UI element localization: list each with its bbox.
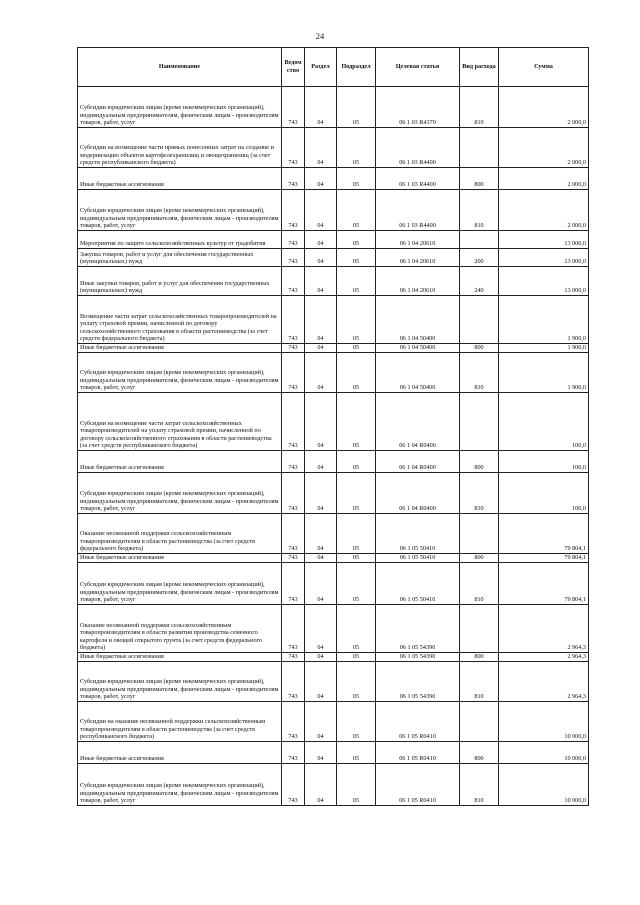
cell-subsection: 05 [337, 267, 376, 296]
cell-amount: 2 000,0 [499, 87, 589, 128]
cell-subsection: 05 [337, 87, 376, 128]
cell-target-article: 06 1 04 R0400 [376, 393, 460, 451]
cell-expense-type [460, 702, 499, 742]
cell-section: 04 [305, 662, 337, 702]
cell-section: 04 [305, 473, 337, 514]
cell-name: Субсидии юридическим лицам (кроме некоммерческих организаций), индивидуальным предпринимателям, физическим лицам - производителям товаров, работ, услуг [78, 87, 282, 128]
table-row [78, 554, 589, 563]
cell-expense-type: 800 [460, 653, 499, 662]
header-row [78, 48, 589, 87]
cell-amount: 100,0 [499, 473, 589, 514]
cell-subsection: 05 [337, 605, 376, 653]
cell-subsection: 05 [337, 514, 376, 554]
cell-department: 743 [282, 296, 305, 344]
cell-name: Субсидии юридическим лицам (кроме некоммерческих организаций), индивидуальным предпринимателям, физическим лицам - производителям товаров, работ, услуг [78, 563, 282, 605]
cell-target-article: 06 1 05 R0410 [376, 764, 460, 806]
cell-name: Иные бюджетные ассигнования [78, 168, 282, 190]
cell-subsection: 05 [337, 249, 376, 267]
cell-target-article: 06 1 04 R0400 [376, 451, 460, 473]
cell-name: Субсидии на оказание несвязанной поддержки сельскохозяйственным товаропроизводителям в области растениеводства (за счет средств республиканского бюджета) [78, 702, 282, 742]
cell-name: Иные бюджетные ассигнования [78, 554, 282, 563]
cell-expense-type [460, 393, 499, 451]
cell-amount: 2 964,3 [499, 653, 589, 662]
cell-target-article: 06 1 05 54390 [376, 605, 460, 653]
cell-target-article: 06 1 05 R0410 [376, 742, 460, 764]
cell-section: 04 [305, 605, 337, 653]
cell-subsection: 05 [337, 168, 376, 190]
cell-expense-type: 800 [460, 554, 499, 563]
table-row [78, 296, 589, 344]
cell-section: 04 [305, 128, 337, 168]
cell-subsection: 05 [337, 702, 376, 742]
cell-subsection: 05 [337, 653, 376, 662]
cell-name: Оказание несвязанной поддержки сельскохозяйственным товаропроизводителям в области развития производства семенного картофеля и овощей открытого грунта (за счет средств федерального бюджета) [78, 605, 282, 653]
cell-amount: 13 000,0 [499, 267, 589, 296]
cell-section: 04 [305, 742, 337, 764]
cell-subsection: 05 [337, 554, 376, 563]
table-row [78, 87, 589, 128]
cell-section: 04 [305, 702, 337, 742]
cell-expense-type: 200 [460, 249, 499, 267]
table-row [78, 168, 589, 190]
cell-name: Субсидии юридическим лицам (кроме некоммерческих организаций), индивидуальным предпринимателям, физическим лицам - производителям товаров, работ, услуг [78, 190, 282, 231]
cell-expense-type: 810 [460, 190, 499, 231]
cell-subsection: 05 [337, 128, 376, 168]
cell-target-article: 06 1 04 R0400 [376, 473, 460, 514]
cell-subsection: 05 [337, 473, 376, 514]
cell-name: Возмещение части затрат сельскохозяйственных товаропроизводителей на уплату страховой премии, начисленной по договору сельскохозяйственного страхования в области растениеводства (за счет средств федерального бюджета) [78, 296, 282, 344]
cell-section: 04 [305, 296, 337, 344]
header-subsection: Подраздел [337, 48, 376, 87]
cell-section: 04 [305, 353, 337, 393]
cell-amount: 2 000,0 [499, 168, 589, 190]
cell-department: 743 [282, 87, 305, 128]
cell-department: 743 [282, 702, 305, 742]
cell-subsection: 05 [337, 393, 376, 451]
page-number: 24 [315, 31, 325, 41]
cell-department: 743 [282, 653, 305, 662]
table-row [78, 344, 589, 353]
table-row [78, 128, 589, 168]
cell-expense-type: 810 [460, 353, 499, 393]
cell-expense-type [460, 128, 499, 168]
cell-name: Иные бюджетные ассигнования [78, 344, 282, 353]
cell-department: 743 [282, 742, 305, 764]
cell-subsection: 05 [337, 353, 376, 393]
cell-expense-type: 810 [460, 563, 499, 605]
cell-expense-type: 800 [460, 451, 499, 473]
cell-department: 743 [282, 563, 305, 605]
cell-target-article: 06 1 05 50410 [376, 563, 460, 605]
cell-subsection: 05 [337, 296, 376, 344]
cell-section: 04 [305, 231, 337, 249]
cell-department: 743 [282, 764, 305, 806]
cell-department: 743 [282, 662, 305, 702]
table-row [78, 605, 589, 653]
cell-department: 743 [282, 267, 305, 296]
cell-amount: 2 964,3 [499, 662, 589, 702]
cell-amount: 10 000,0 [499, 764, 589, 806]
table-row [78, 514, 589, 554]
cell-department: 743 [282, 190, 305, 231]
cell-target-article: 06 1 05 50410 [376, 554, 460, 563]
cell-target-article: 06 1 04 50400 [376, 344, 460, 353]
budget-table [77, 47, 589, 806]
cell-target-article: 06 1 05 R0410 [376, 702, 460, 742]
cell-amount: 2 000,0 [499, 190, 589, 231]
cell-subsection: 05 [337, 344, 376, 353]
table-row [78, 190, 589, 231]
cell-department: 743 [282, 128, 305, 168]
header-name: Наименование [78, 48, 282, 87]
cell-section: 04 [305, 267, 337, 296]
cell-expense-type [460, 605, 499, 653]
cell-name: Иные бюджетные ассигнования [78, 451, 282, 473]
cell-section: 04 [305, 344, 337, 353]
cell-department: 743 [282, 605, 305, 653]
cell-subsection: 05 [337, 451, 376, 473]
cell-name: Субсидии на возмещение части затрат сельскохозяйственных товаропроизводителей на уплату страховой премии, начисленной по договору сельскохозяйственного страхования в области растениеводства (за счет средств республиканского бюджета) [78, 393, 282, 451]
cell-target-article: 06 1 05 50410 [376, 514, 460, 554]
cell-amount: 10 000,0 [499, 742, 589, 764]
cell-expense-type: 800 [460, 344, 499, 353]
cell-name: Субсидии юридическим лицам (кроме некоммерческих организаций), индивидуальным предпринимателям, физическим лицам - производителям товаров, работ, услуг [78, 764, 282, 806]
cell-name: Субсидии юридическим лицам (кроме некоммерческих организаций), индивидуальным предпринимателям, физическим лицам - производителям товаров, работ, услуг [78, 662, 282, 702]
cell-department: 743 [282, 451, 305, 473]
cell-department: 743 [282, 249, 305, 267]
cell-name: Иные бюджетные ассигнования [78, 653, 282, 662]
cell-amount: 1 900,0 [499, 344, 589, 353]
cell-subsection: 05 [337, 764, 376, 806]
cell-department: 743 [282, 393, 305, 451]
cell-amount: 79 804,1 [499, 514, 589, 554]
cell-section: 04 [305, 190, 337, 231]
cell-subsection: 05 [337, 190, 376, 231]
cell-amount: 79 804,1 [499, 563, 589, 605]
cell-name: Субсидии на возмещение части прямых понесенных затрат на создание и модернизацию объектов картофелехранилищ и овощехранилищ (за счет средств республиканского бюджета) [78, 128, 282, 168]
table-row [78, 662, 589, 702]
cell-expense-type [460, 231, 499, 249]
cell-target-article: 06 1 03 R4400 [376, 190, 460, 231]
cell-name: Закупка товаров, работ и услуг для обеспечения государственных (муниципальных) нужд [78, 249, 282, 267]
cell-section: 04 [305, 249, 337, 267]
cell-amount: 2 000,0 [499, 128, 589, 168]
cell-target-article: 06 1 05 54390 [376, 662, 460, 702]
cell-amount: 79 804,1 [499, 554, 589, 563]
cell-expense-type: 800 [460, 168, 499, 190]
cell-subsection: 05 [337, 662, 376, 702]
cell-target-article: 06 1 04 20610 [376, 249, 460, 267]
header-amount: Сумма [499, 48, 589, 87]
header-section: Раздел [305, 48, 337, 87]
cell-department: 743 [282, 231, 305, 249]
table-row [78, 702, 589, 742]
cell-target-article: 06 1 04 20610 [376, 267, 460, 296]
cell-department: 743 [282, 344, 305, 353]
cell-target-article: 06 1 03 R4370 [376, 87, 460, 128]
cell-name: Субсидии юридическим лицам (кроме некоммерческих организаций), индивидуальным предпринимателям, физическим лицам - производителям товаров, работ, услуг [78, 473, 282, 514]
cell-target-article: 06 1 04 50400 [376, 353, 460, 393]
table-row [78, 249, 589, 267]
table-row [78, 353, 589, 393]
cell-department: 743 [282, 473, 305, 514]
table-row [78, 473, 589, 514]
cell-expense-type: 240 [460, 267, 499, 296]
cell-target-article: 06 1 04 20610 [376, 231, 460, 249]
cell-expense-type: 810 [460, 662, 499, 702]
table-row [78, 267, 589, 296]
cell-subsection: 05 [337, 742, 376, 764]
cell-section: 04 [305, 554, 337, 563]
cell-target-article: 06 1 03 R4400 [376, 168, 460, 190]
cell-subsection: 05 [337, 231, 376, 249]
cell-name: Оказание несвязанной поддержки сельскохозяйственным товаропроизводителям в области растениеводства (за счет средств федерального бюджета) [78, 514, 282, 554]
cell-department: 743 [282, 353, 305, 393]
table-row [78, 742, 589, 764]
table-header [78, 48, 589, 87]
cell-department: 743 [282, 554, 305, 563]
table-row [78, 451, 589, 473]
cell-amount: 13 000,0 [499, 231, 589, 249]
cell-expense-type: 810 [460, 764, 499, 806]
header-expense-type: Вид расхода [460, 48, 499, 87]
cell-department: 743 [282, 514, 305, 554]
table-row [78, 231, 589, 249]
table-row [78, 393, 589, 451]
cell-amount: 1 900,0 [499, 353, 589, 393]
cell-department: 743 [282, 168, 305, 190]
header-department: Ведом ство [282, 48, 305, 87]
cell-expense-type: 810 [460, 473, 499, 514]
cell-amount: 13 000,0 [499, 249, 589, 267]
cell-target-article: 06 1 04 50400 [376, 296, 460, 344]
cell-section: 04 [305, 563, 337, 605]
cell-amount: 100,0 [499, 451, 589, 473]
cell-amount: 100,0 [499, 393, 589, 451]
cell-section: 04 [305, 168, 337, 190]
cell-expense-type: 810 [460, 87, 499, 128]
table-row [78, 653, 589, 662]
cell-name: Мероприятия по защите сельскохозяйственных культур от градобития [78, 231, 282, 249]
cell-amount: 2 964,3 [499, 605, 589, 653]
cell-name: Иные бюджетные ассигнования [78, 742, 282, 764]
cell-name: Иные закупки товаров, работ и услуг для обеспечения государственных (муниципальных) нужд [78, 267, 282, 296]
table-body [78, 87, 589, 806]
cell-amount: 10 000,0 [499, 702, 589, 742]
cell-section: 04 [305, 514, 337, 554]
cell-section: 04 [305, 653, 337, 662]
cell-expense-type [460, 514, 499, 554]
header-target-article: Целевая статья [376, 48, 460, 87]
cell-expense-type [460, 296, 499, 344]
cell-target-article: 06 1 03 R4400 [376, 128, 460, 168]
table-row [78, 563, 589, 605]
cell-section: 04 [305, 451, 337, 473]
cell-name: Субсидии юридическим лицам (кроме некоммерческих организаций), индивидуальным предпринимателям, физическим лицам - производителям товаров, работ, услуг [78, 353, 282, 393]
cell-expense-type: 800 [460, 742, 499, 764]
cell-section: 04 [305, 764, 337, 806]
table-row [78, 764, 589, 806]
cell-section: 04 [305, 87, 337, 128]
cell-section: 04 [305, 393, 337, 451]
cell-target-article: 06 1 05 54390 [376, 653, 460, 662]
cell-subsection: 05 [337, 563, 376, 605]
cell-amount: 1 900,0 [499, 296, 589, 344]
